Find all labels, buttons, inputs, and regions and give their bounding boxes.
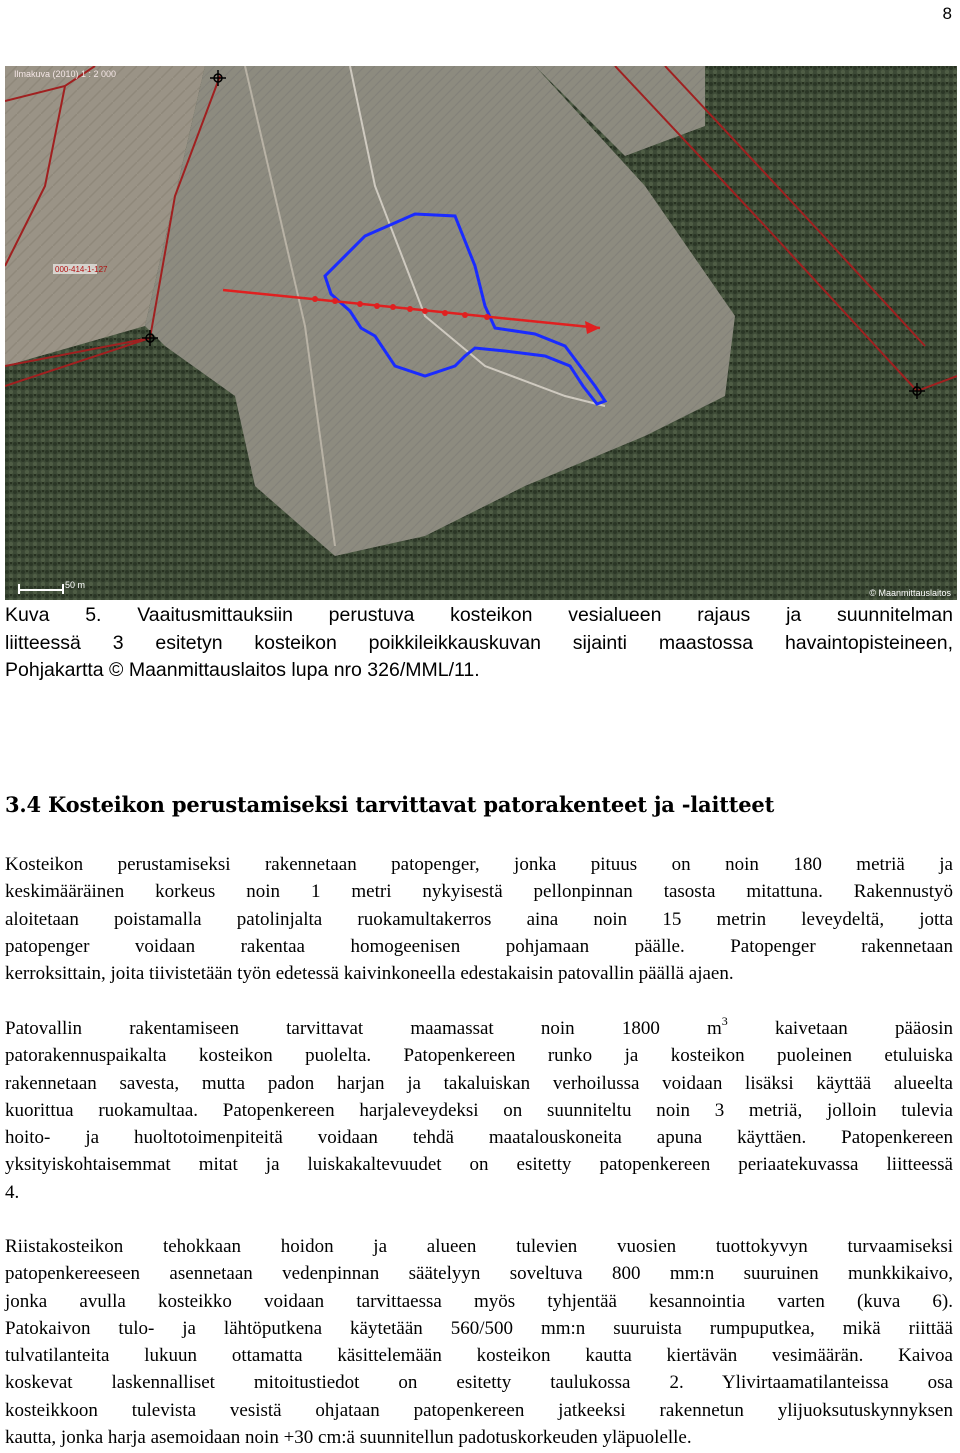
- text-line: patorakennuspaikalta kosteikon puolelta. Patopenkereen runko ja kosteikon puoleinen etuluiska: [5, 1045, 953, 1067]
- page-number: 8: [942, 4, 952, 23]
- text-line: Patokaivon tulo- ja lähtöputkena käytetään 560/500 mm:n suuruista rumpuputkea, mikä riittää: [5, 1317, 953, 1339]
- text-line: Kosteikon perustamiseksi rakennetaan patopenger, jonka pituus on noin 180 metriä ja: [5, 854, 953, 875]
- superscript: 3: [721, 1014, 728, 1028]
- scale-label: 50 m: [65, 580, 86, 590]
- text-line: hoito- ja huoltotoimenpiteitä voidaan tehdä maatalouskoneita apuna käyttäen. Patopenkereen: [5, 1127, 953, 1149]
- paragraph-2: [5, 1015, 953, 1206]
- aerial-map: [5, 66, 957, 600]
- text-line: kuorittua ruokamultaa. Patopenkereen harjaleveydeksi on suunniteltu noin 3 metriä, jolloin tulevia: [5, 1099, 953, 1121]
- text-segment: Patovallin rakentamiseen tarvittavat maamassat noin 1800 m: [5, 1018, 722, 1039]
- map-title-label: Ilmakuva (2010) 1 : 2 000: [14, 69, 117, 79]
- text-line: tulvatilanteita lukuun ottamatta käsittelemään kosteikon kautta kiertävän vesimäärän. Kaivoa: [5, 1345, 953, 1367]
- point-label: 000-414-1-127: [55, 265, 108, 274]
- text-line: patopenger voidaan rakentaa homogeenisen pohjamaan päälle. Patopenger rakennetaan: [5, 935, 953, 957]
- text-line: kautta, jonka harja asemoidaan noin +30 cm:ä suunnitellun padotuskorkeuden yläpuolelle.: [5, 1427, 692, 1449]
- paragraph-1: [5, 851, 953, 987]
- text-line: koskevat laskennalliset mitoitustiedot on esitetty taulukossa 2. Ylivirtaamatilanteissa osa: [5, 1372, 953, 1394]
- map-drawing: [5, 66, 957, 600]
- text-line: kosteikkoon tulevista vesistä ohjataan patopenkereen jatkeeksi rakennetun ylijuoksutuskynnyksen: [5, 1399, 953, 1421]
- text-line: 4.: [5, 1181, 20, 1203]
- text-line-with-superscript: [5, 1015, 953, 1042]
- caption-line: Kuva 5. Vaaitusmittauksiin perustuva kosteikon vesialueen rajaus ja suunnitelman: [5, 604, 953, 626]
- figure-caption: [5, 602, 953, 685]
- caption-line: Pohjakartta © Maanmittauslaitos lupa nro 326/MML/11.: [5, 659, 480, 681]
- text-line: keskimääräinen korkeus noin 1 metri nykyisestä pellonpinnan tasosta mitattuna. Rakennustyö: [5, 881, 953, 903]
- section-heading: 3.4 Kosteikon perustamiseksi tarvittavat patorakenteet ja -laitteet: [5, 792, 775, 817]
- text-line: patopenkereeseen asennetaan vedenpinnan säätelyyn soveltuva 800 mm:n suuruinen munkkikaivo,: [5, 1263, 953, 1285]
- paragraph-3: [5, 1233, 953, 1451]
- text-line: yksityiskohtaisemmat mitat ja luiskakaltevuudet on esitetty patopenkereen periaatekuvassa liitteessä: [5, 1154, 953, 1176]
- caption-line: liitteessä 3 esitetyn kosteikon poikkileikkauskuvan sijainti maastossa havaintopisteineen,: [5, 631, 953, 654]
- text-line: jonka avulla kosteikko voidaan tarvittaessa myös tyhjentää kesannointia varten (kuva 6).: [5, 1290, 953, 1312]
- map-credit: © Maanmittauslaitos: [869, 588, 951, 598]
- text-line: Riistakosteikon tehokkaan hoidon ja alueen tulevien vuosien tuottokyvyn turvaamiseksi: [5, 1236, 953, 1257]
- text-line: rakennetaan savesta, mutta padon harjan ja takaluiskan verhoilussa voidaan lisäksi käyttää alueelta: [5, 1072, 953, 1094]
- text-line: kerroksittain, joita tiivistetään työn edetessä kaivinkoneella edestakaisin patovallin päällä ajaen.: [5, 963, 734, 985]
- text-line: aloitetaan poistamalla patolinjalta ruokamultakerros aina noin 15 metrin leveydeltä, jotta: [5, 908, 953, 930]
- text-segment: kaivetaan pääosin: [727, 1018, 953, 1039]
